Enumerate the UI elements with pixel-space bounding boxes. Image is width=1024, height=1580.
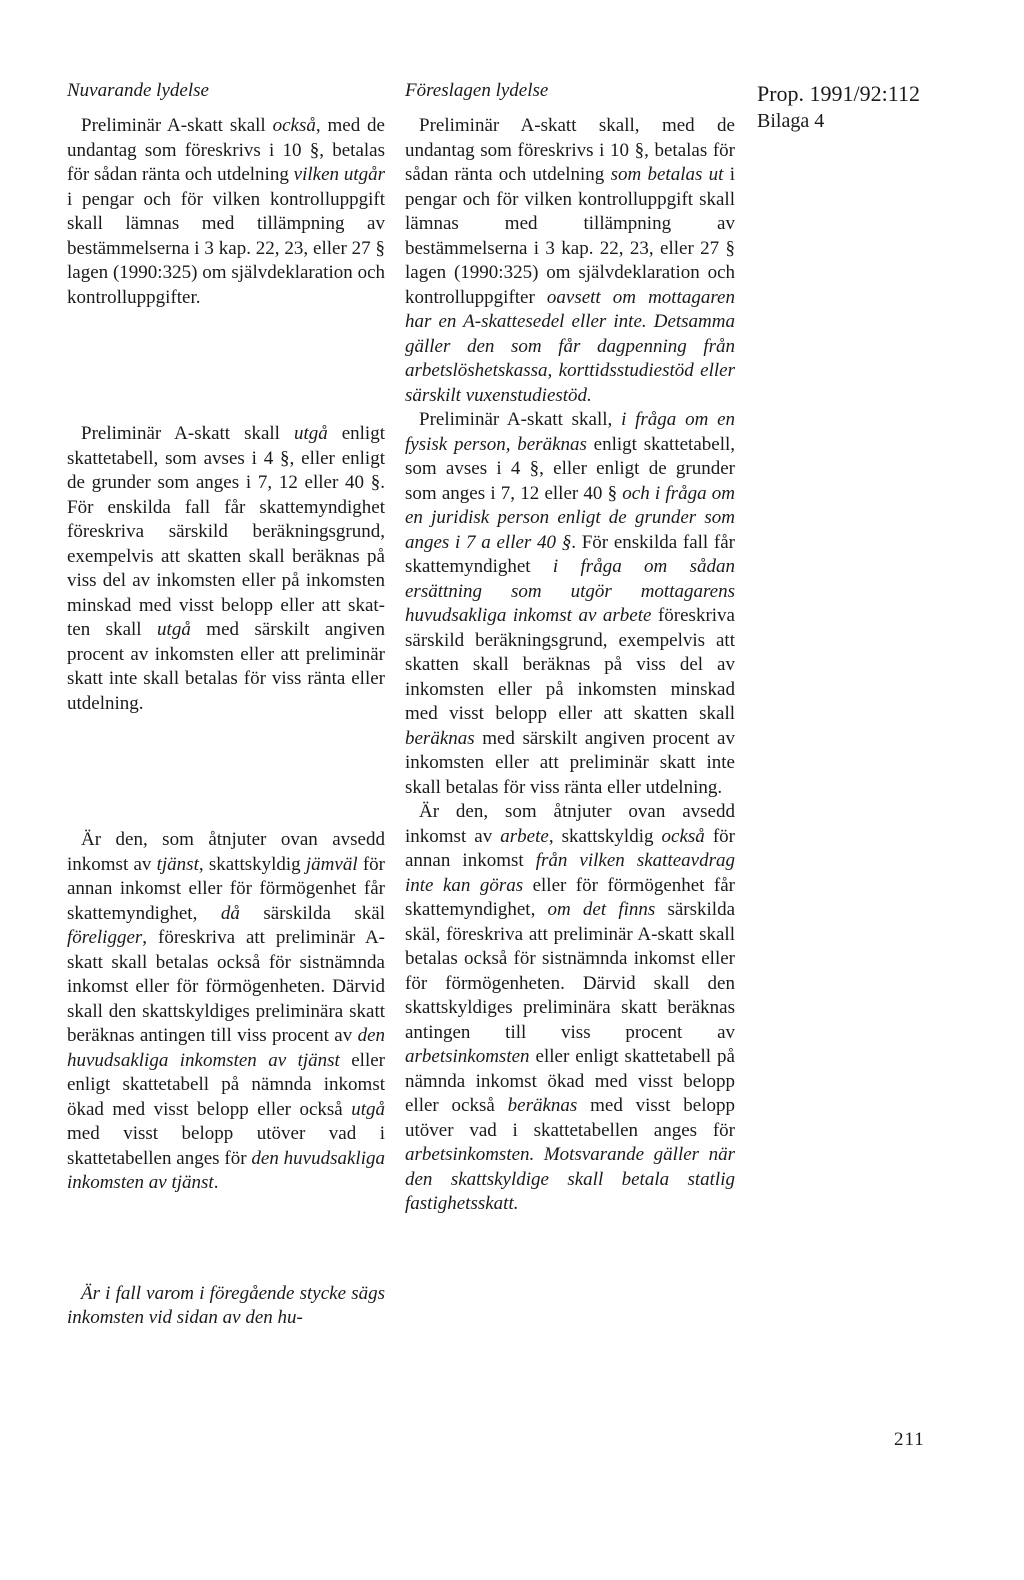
italic-segment: utgå (351, 1098, 385, 1120)
current-wording-column (67, 78, 385, 1331)
text-segment: särskilda skäl, föreskriva att preliminär A-skatt skall betalas också för sistnämnda inkomst eller för förmögenheten. Därvid skall den skattskyldiges preliminära skatt beräknas antingen till viss procent av (405, 899, 735, 1043)
text-segment: i pengar och för vilken kontrolluppgift skall lämnas med tillämpning av bestämmelserna i 3 kap. 22, 23, eller 27 § lagen (1990:325) om självdeklaration och kontrolluppgifter. (67, 188, 385, 308)
italic-segment: föreligger (67, 927, 143, 948)
text-segment: eller enligt skattetabell på nämnda inkomst ökad med visst belopp eller också (67, 1049, 385, 1120)
text-segment: . (213, 1172, 219, 1193)
italic-segment: också (661, 825, 705, 847)
left-paragraph-4 (67, 1282, 385, 1331)
text-segment: för annan inkomst (405, 825, 736, 871)
left-paragraph-2 (67, 422, 385, 716)
italic-segment: den huvudsakliga inkomsten av tjänst (67, 1025, 385, 1071)
italic-segment: beräknas (405, 727, 475, 749)
text-segment: särskilda skäl (239, 902, 385, 924)
text-segment: , skattskyldig (548, 825, 662, 847)
text-segment: Är den, som åtnjuter ovan avsedd inkomst av (67, 829, 385, 875)
italic-segment: jämväl (305, 853, 358, 875)
prop-reference: Prop. 1991/92:112 (757, 81, 920, 106)
text-segment: Preliminär A-skatt skall, (419, 409, 622, 430)
right-paragraph-1 (405, 114, 735, 408)
italic-segment: som betalas ut (610, 164, 724, 185)
italic-segment: från vilken skatteavdrag inte kan göras (405, 850, 735, 896)
text-segment: med särskilt angiven procent av inkomsten eller att preliminär skatt inte skall betalas för viss ränta eller utdelning. (405, 727, 735, 798)
text-segment: enligt skattetabell, som avses i 4 §, eller enligt de grunder som anges i 7, 12 eller 40 §. För enskilda fall får skattemyndighet föreskriva särskild beräkningsgrund, exempelvis att skatten skall beräknas på viss del av inkomsten eller på inkomsten minskad med visst belopp eller att skatten skall (67, 423, 385, 640)
italic-segment: också (272, 115, 316, 136)
text-segment: med särskilt angiven procent av inkomsten eller att preliminär skatt inte skall betalas för viss ränta eller utdelning. (67, 619, 385, 714)
italic-segment: då (220, 902, 240, 924)
left-paragraph-1 (67, 114, 385, 310)
italic-segment: om det finns (547, 899, 656, 920)
text-segment: Preliminär A-skatt skall, med de undantag som föreskrivs i 10 §, betalas för sådan ränta och utdelning (405, 115, 735, 185)
italic-segment: i fråga om sådan ersättning som utgör mottagarens huvudsakliga inkomst av arbete (405, 556, 735, 626)
italic-segment: beräknas (507, 1095, 578, 1116)
italic-segment: tjänst (156, 853, 199, 875)
text-segment: Preliminär A-skatt skall (81, 115, 273, 136)
text-segment: Preliminär A-skatt skall (81, 423, 294, 444)
italic-segment: oavsett om mottagaren har en A-skattesedel eller inte. Detsamma gäller den som får dagpenning från arbetslöshetskassa, korttidsstudiestöd eller särskilt vuxenstudiestöd. (405, 286, 735, 406)
text-segment: , skattskyldig (198, 853, 306, 875)
text-segment: . För enskilda fall får skattemyndighet (405, 531, 735, 577)
current-wording-heading: Nuvarande lydelse (67, 80, 209, 101)
text-segment: i pengar och för vilken kontrolluppgift skall lämnas med tillämpning av bestämmelserna i 3 kap. 22, 23, eller 27 § lagen (1990:325) om självdeklaration och kontrolluppgifter (405, 164, 736, 308)
proposed-wording-heading: Föreslagen lydelse (405, 80, 549, 101)
page-number: 211 (894, 1429, 925, 1450)
italic-segment: utgå (293, 423, 328, 444)
text-segment: med visst belopp utöver vad i skattetabellen anges för (405, 1095, 735, 1141)
text-segment: enligt skattetabell, som avses i 4 §, eller enligt de grunder som anges i 7, 12 eller 40 § (405, 433, 736, 504)
text-segment: Är den, som åtnjuter ovan avsedd inkomst av (405, 801, 735, 847)
right-paragraph-3 (405, 800, 735, 1217)
italic-segment: den huvudsakliga inkomsten av tjänst (67, 1147, 385, 1193)
italic-segment: arbete (500, 825, 549, 847)
text-segment: eller enligt skattetabell på nämnda inkomst ökad med visst belopp eller också (405, 1046, 735, 1116)
text-segment: eller för förmögenhet får skattemyndighet, (405, 874, 735, 920)
italic-segment: arbetsinkomsten (405, 1046, 530, 1067)
italic-segment: i fråga om en fysisk person, beräknas (405, 409, 735, 455)
text-segment: föreskriva särskild beräkningsgrund, exempelvis att skatten skall beräknas på viss del av inkomsten eller på inkomsten minskad med visst belopp eller att skatten skall (405, 605, 735, 724)
italic-segment: vilken utgår (293, 164, 385, 185)
text-segment: , med de undantag som föreskrivs i 10 §, betalas för sådan ränta och utdelning (67, 115, 385, 185)
italic-segment: Är i fall varom i föregående stycke sägs inkomsten vid sidan av den hu- (67, 1282, 385, 1328)
text-segment: för annan inkomst eller för förmögenhet får skattemyndighet, (67, 853, 386, 924)
document-reference (757, 80, 1007, 134)
italic-segment: utgå (157, 619, 191, 640)
proposed-wording-column (405, 78, 735, 1217)
text-segment: med visst belopp utöver vad i skattetabellen anges för (67, 1123, 385, 1169)
italic-segment: och i fråga om en juridisk person enligt de grunder som anges i 7 a eller 40 § (405, 482, 735, 553)
italic-segment: arbetsinkomsten. Motsvarande gäller när den skattskyldige skall betala statlig fastighetsskatt. (405, 1144, 735, 1214)
left-paragraph-3 (67, 828, 385, 1196)
right-paragraph-2 (405, 408, 735, 800)
appendix-label: Bilaga 4 (757, 110, 825, 132)
text-segment: , föreskriva att preliminär A-skatt skall betalas också för sistnämnda inkomst eller för förmögenheten. Därvid skall den skattskyldiges preliminära skatt beräknas antingen till viss procent av (67, 927, 385, 1046)
